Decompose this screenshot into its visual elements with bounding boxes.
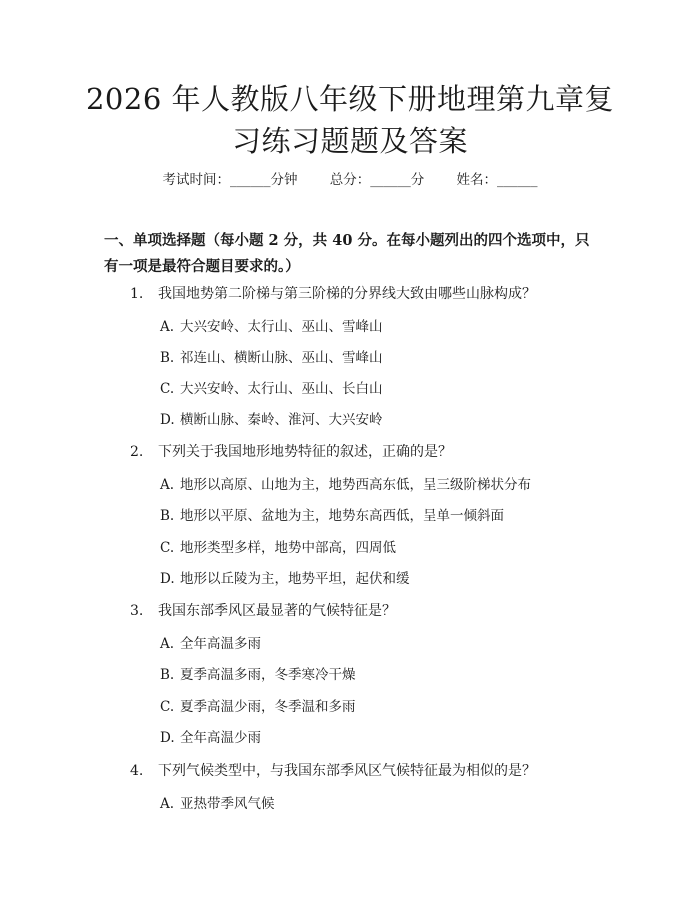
option-letter: B. bbox=[160, 508, 175, 524]
q2-option-a bbox=[160, 473, 531, 493]
option-letter: C. bbox=[160, 381, 175, 397]
option-letter: D. bbox=[160, 730, 175, 746]
q1-option-b bbox=[160, 346, 383, 366]
option-text: 大兴安岭、太行山、巫山、长白山 bbox=[180, 381, 383, 397]
q1-option-c bbox=[160, 377, 383, 397]
question-text: 我国东部季风区最显著的气候特征是？ bbox=[158, 603, 396, 619]
q2-option-c bbox=[160, 536, 396, 556]
option-text: 地形以高原、山地为主，地势西高东低，呈三级阶梯状分布 bbox=[180, 477, 531, 493]
question-text: 下列气候类型中，与我国东部季风区气候特征最为相似的是？ bbox=[158, 763, 536, 779]
option-letter: A. bbox=[160, 636, 175, 652]
option-letter: A. bbox=[160, 319, 175, 335]
q4-option-a bbox=[160, 792, 275, 812]
option-text: 地形以丘陵为主，地势平坦，起伏和缓 bbox=[180, 571, 410, 587]
total-score-field: 总分：______分 bbox=[329, 172, 425, 188]
q3-option-a bbox=[160, 632, 261, 652]
student-name-field: 姓名：______ bbox=[456, 172, 538, 188]
option-text: 大兴安岭、太行山、巫山、雪峰山 bbox=[180, 319, 383, 335]
question-1 bbox=[130, 283, 536, 303]
option-letter: D. bbox=[160, 571, 175, 587]
section-heading: 一、单项选择题（每小题 2 分，共 40 分。在每小题列出的四个选项中，只有一项是最符合题目要求的。） bbox=[104, 232, 590, 275]
q2-option-d bbox=[160, 567, 410, 587]
question-number: 3. bbox=[130, 603, 144, 619]
document-title: 2026 年人教版八年级下册地理第九章复习练习题题及答案 bbox=[85, 82, 615, 158]
option-text: 夏季高温多雨，冬季寒冷干燥 bbox=[180, 667, 356, 683]
q1-option-a bbox=[160, 315, 383, 335]
option-letter: A. bbox=[160, 477, 175, 493]
option-letter: B. bbox=[160, 350, 175, 366]
option-text: 横断山脉、秦岭、淮河、大兴安岭 bbox=[180, 412, 383, 428]
option-text: 夏季高温少雨，冬季温和多雨 bbox=[180, 699, 356, 715]
q3-option-d bbox=[160, 726, 261, 746]
q1-option-d bbox=[160, 408, 383, 428]
option-text: 祁连山、横断山脉、巫山、雪峰山 bbox=[180, 350, 383, 366]
question-number: 2. bbox=[130, 444, 144, 460]
question-2 bbox=[130, 441, 452, 461]
option-text: 全年高温多雨 bbox=[180, 636, 261, 652]
question-text: 下列关于我国地形地势特征的叙述，正确的是？ bbox=[158, 444, 452, 460]
question-text: 我国地势第二阶梯与第三阶梯的分界线大致由哪些山脉构成？ bbox=[158, 286, 536, 302]
q3-option-b bbox=[160, 663, 356, 683]
option-letter: D. bbox=[160, 412, 175, 428]
option-letter: A. bbox=[160, 796, 175, 812]
option-text: 亚热带季风气候 bbox=[180, 796, 275, 812]
option-text: 全年高温少雨 bbox=[180, 730, 261, 746]
option-text: 地形以平原、盆地为主，地势东高西低，呈单一倾斜面 bbox=[180, 508, 504, 524]
question-3 bbox=[130, 600, 396, 620]
option-text: 地形类型多样，地势中部高，四周低 bbox=[180, 540, 396, 556]
question-number: 4. bbox=[130, 763, 144, 779]
option-letter: B. bbox=[160, 667, 175, 683]
option-letter: C. bbox=[160, 540, 175, 556]
question-number: 1. bbox=[130, 286, 144, 302]
option-letter: C. bbox=[160, 699, 175, 715]
question-4 bbox=[130, 760, 536, 780]
q2-option-b bbox=[160, 504, 504, 524]
q3-option-c bbox=[160, 695, 356, 715]
exam-time-field: 考试时间：______分钟 bbox=[162, 172, 298, 188]
